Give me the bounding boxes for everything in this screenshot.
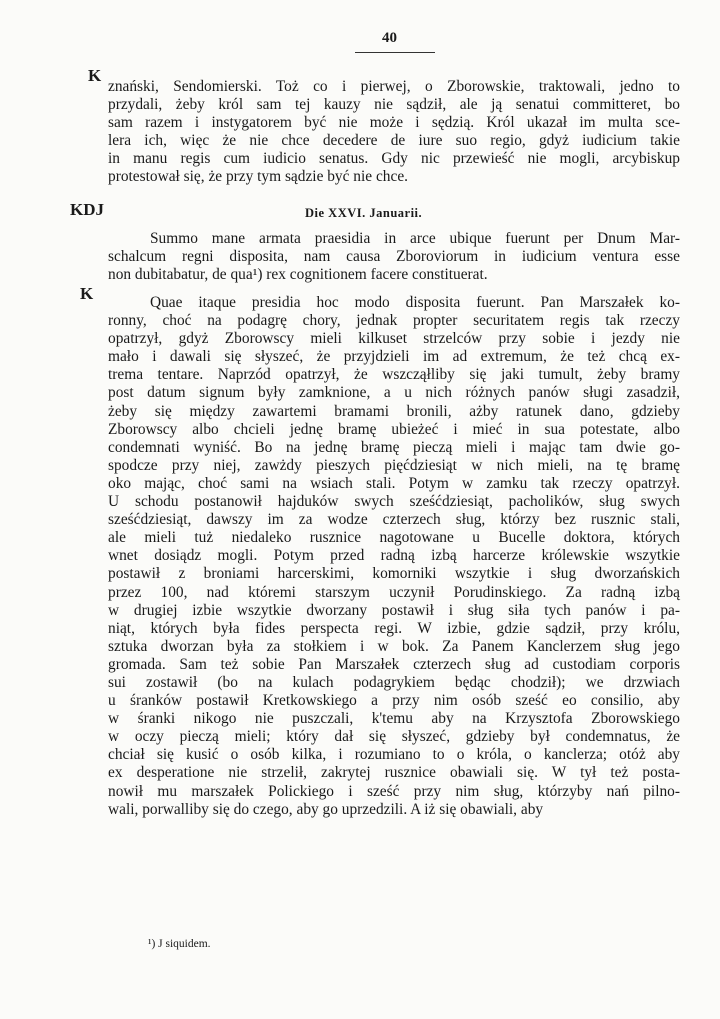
page-number: 40 <box>382 30 397 46</box>
siglum-k-second: K <box>80 284 94 303</box>
text-line: chciał się kusić o osób kilka, i rozumiano to o króla, o kanclerza; otóż aby <box>108 746 680 764</box>
text-line: sześćdziesiąt, dawszy im za wodze czterzech sług, którzy bez rusznic stali, <box>108 511 680 529</box>
siglum-kdj: KDJ <box>70 200 104 219</box>
text-line: non dubitabatur, de qua¹) rex cognitionem facere constituerat. <box>108 266 488 284</box>
text-line: post datum signum były zamknione, a u nich różnych panów sługi zasadził, <box>108 384 680 402</box>
text-line: gromada. Sam też sobie Pan Marszałek czterzech sług ad custodiam corporis <box>108 655 680 673</box>
text-line: przez 100, nad któremi starszym uczynił Porudinskiego. Za radną izbą <box>108 583 680 601</box>
footnote: ¹) J siquidem. <box>148 938 211 950</box>
paragraph-2 <box>108 230 680 284</box>
text-line: oko mając, choć sami na wsiach stali. Potym w zamku tak rzeczy opatrzył. <box>108 474 680 492</box>
text-line: nowił mu marszałek Polickiego i sześć przy nim sług, którzyby nań pilno- <box>108 782 680 800</box>
text-line: sztuka dworzan była za stołkiem i w bok. Za Panem Kanclerzem sług jego <box>108 637 680 655</box>
text-line: w drugiej izbie wszytkie dworzany postawił i sług siła tych panów i pa- <box>108 601 680 619</box>
text-line: lera ich, więc że nie chce decedere de iure suo regio, gdyż iudicium takie <box>108 132 680 150</box>
text-line: wali, porwalliby się do czego, aby go uprzedzili. A iż się obawiali, aby <box>108 800 544 818</box>
text-line: Zborowscy albo chcieli jednę bramę ubieżeć i mieć in sua potestate, albo <box>108 420 680 438</box>
text-line: schalcum regni disposita, nam causa Zboroviorum in iudicium ventura esse <box>108 248 680 266</box>
text-line: przydali, żeby król sam tej kauzy nie sądził, ale ją senatui committeret, bo <box>108 96 680 114</box>
text-line: protestował się, że przy tym sądzie być nie chce. <box>108 168 408 186</box>
text-line: trema tentare. Naprzód opatrzył, że wszcząłliby się jaki tumult, żeby bramy <box>108 366 680 384</box>
text-line: w śranki nikogo nie puszczali, k'temu aby na Krzysztofa Zborowskiego <box>108 710 680 728</box>
text-line: condemnati wyniść. Bo na jednę bramę pieczą mieli i mając tam dwie go- <box>108 438 680 456</box>
text-line: u śranków postawił Kretkowskiego a przy nim osób sześć eo consilio, aby <box>108 692 680 710</box>
section-heading: Die XXVI. Januarii. <box>305 206 423 220</box>
text-line: ale mieli tuż niedaleko rusznice nagotowane u Bucelle doktora, których <box>108 529 680 547</box>
text-line: ex desperatione nie strzelił, zakrytej rusznice obawiali się. W tył też posta- <box>108 764 680 782</box>
text-line: niąt, których była fides perspecta regi. W izbie, gdzie sądził, przy królu, <box>108 619 680 637</box>
text-line: sam razem i instygatorem być nie może i sędzią. Król ukazał im multa sce- <box>108 114 680 132</box>
text-line: w oczy pieczą mieli; który dał się słyszeć, gdzieby był condemnatus, że <box>108 728 680 746</box>
paragraph-3 <box>108 294 680 819</box>
text-line: mało i dawali się słyszeć, że przyjdzieli im ad extremum, że też chcą ex- <box>108 348 680 366</box>
text-line: ronny, choć na podagrę chory, jednak propter securitatem regis tak rzeczy <box>108 312 680 330</box>
header-rule <box>355 52 435 53</box>
text-line: opatrzył, gdyż Zborowscy mieli kilkuset strzelców przy sobie i jezdy nie <box>108 330 680 348</box>
text-line: Quae itaque presidia hoc modo disposita fuerunt. Pan Marszałek ko- <box>150 294 680 311</box>
paragraph-1 <box>108 78 680 187</box>
text-line: U schodu postanowił hajduków swych sześćdziesiąt, pacholików, sług swych <box>108 493 680 511</box>
text-line: wnet dosiądz mogli. Potym przed radną izbą harcerze królewskie wszytkie <box>108 547 680 565</box>
text-line: sui zostawił (bo na kulach podagrykiem będąc chodził); we drzwiach <box>108 673 680 691</box>
text-line: Summo mane armata praesidia in arce ubique fuerunt per Dnum Mar- <box>150 230 680 247</box>
text-line: spodcze przy niej, zawżdy pieszych pięćdziesiąt w nich mieli, na tę bramę <box>108 456 680 474</box>
text-line: postawił z broniami harcerskimi, komorniki wszytkie i sług dworzańskich <box>108 565 680 583</box>
text-line: in manu regis cum iudicio senatus. Gdy nic przewieść nie mogli, arcybiskup <box>108 150 680 168</box>
siglum-k-first: K <box>88 66 102 85</box>
text-line: znański, Sendomierski. Toż co i pierwej, o Zborowskie, traktowali, jedno to <box>108 78 680 95</box>
text-line: żeby się między zawartemi bramami bronili, ażby ratunek dano, gdzieby <box>108 402 680 420</box>
